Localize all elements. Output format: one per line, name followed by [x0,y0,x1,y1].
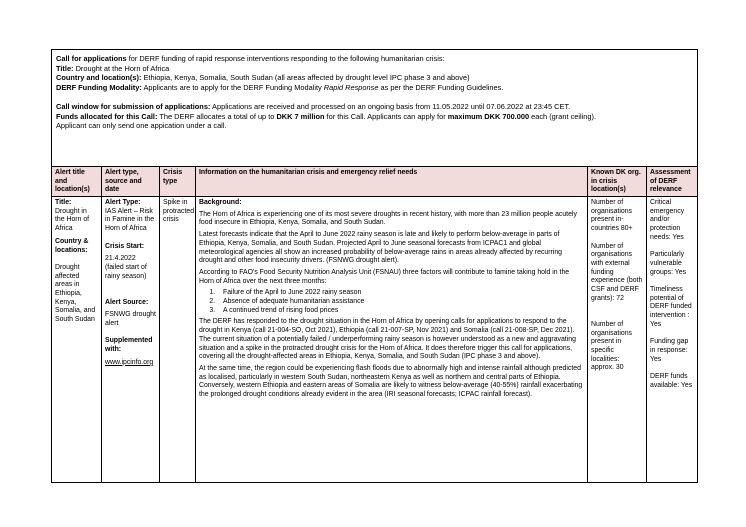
factor-list [199,289,584,315]
list-item: 3. A continued trend of rising food prices [217,307,584,316]
cell-assessment: Critical emergency and/or protection needs: Yes Particularly vulnerable groups: Yes Timeliness potential of DERF funded intervention : Yes Funding gap in response: Yes DERF funds available: Yes [650,199,693,389]
info-paragraph: Latest forecasts indicate that the April to June 2022 rainy season is late and likely to perform below-average in parts of Ethiopia, Kenya, Somalia, and South Sudan. Projected April to June seasonal forecasts from ICPAC1 and global meteorological agencies all show an increased probability of below-average rains in areas already affected by recurring drought and other food insecurity drivers. (FSNWG drought alert). [199,231,562,265]
cell-known-dk: Number of organisations present in-countries 80+ Number of organisations with external funding experience (both CSF and DERF grants): 72 Number of organisations present in specific localities: approx. 30 [588,197,647,482]
call-summary [52,50,697,167]
cell-crisis-type: Spike in protracted crisis [160,197,196,482]
list-item: 2. Absence of adequate humanitarian assistance [217,298,584,307]
list-item: 1. Failure of the April to June 2022 rainy season [217,289,584,298]
header-assessment: Assessment of DERF relevance [647,167,697,197]
header-crisis-type: Crisis type [160,167,196,197]
info-paragraph: The Horn of Africa is experiencing one of its most severe droughts in recent history, with more than 23 million people acutely food insecure in Ethiopia, Kenya, Somalia, and South Sudan. [199,210,577,227]
header-info: Information on the humanitarian crisis and emergency relief needs [196,167,588,197]
info-paragraph: At the same time, the region could be experiencing flash floods due to abnormally high and intense rainfall although predicted as localised, particularly in western South Sudan, northeastern Kenya as well as northern and central parts of Ethiopia. Conversely, western Ethiopia and eastern areas of Somalia are likely to witness below-average (40-55%) rainfall exacerbating the prolonged drought conditions already evident in the area (IRI seasonal forecasts; ICPAC rainfall forecast). [199,364,583,399]
header-known-dk: Known DK org. in crisis location(s) [588,167,647,197]
cell-alert-type: Alert Type: IAS Alert – Risk in Famine in the Horn of Africa Crisis Start: 21.4.2022 (failed start of rainy season) Alert Source: FSNWG drought alert Supplemented with: www.ipcinfo.org [102,197,160,482]
funds-line-2: Applicant can only send one appication under a call. [56,121,227,131]
call-document [51,49,698,483]
modality-line: DERF Funding Modality: Applicants are to apply for the DERF Funding Modality Rapid Response as per the DERF Funding Guidelines. [56,82,504,92]
header-alert-title: Alert title and location(s) [52,167,102,197]
header-alert-type: Alert type, source and date [102,167,160,197]
info-paragraph: The DERF has responded to the drought situation in the Horn of Africa by opening calls for applications to respond to the drought in Kenya (call 21-004-SO, Oct 2021), Ethiopia (call 21-007-SP, Nov 2021) and Somalia (call 21-008-SP, Dec 2021). The current situation of a potentially failed / underperforming rainy season is however understood as a new and aggravating situation and a spike in the protracted drought crisis for the Horn of Africa. It does therefore trigger this call for applications, covering all the drought-affected areas in Ethiopia, Kenya, Somalia, and South Sudan (IPC phase 3 and above). [199,318,576,361]
call-line: Call for applications for DERF funding of rapid response interventions responding to the following humanitarian crisis: [56,54,445,63]
funds-line: Funds allocated for this Call: The DERF allocates a total of up to DKK 7 million for this Call. Applicants can apply for maximum DKK 700.000 each (grant ceiling). [56,111,597,121]
country-line: Country and location(s): Ethiopia, Kenya, Somalia, South Sudan (all areas affected by drought level IPC phase 3 and above) [56,73,470,83]
ipcinfo-link[interactable]: www.ipcinfo.org [105,358,154,366]
info-paragraph: According to FAO's Food Security Nutrition Analysis Unit (FSNAU) three factors will contribute to famine taking hold in the Horn of Africa over the next three months: [199,268,570,285]
window-line: Call window for submission of applications: Applications are received and processed on an ongoing basis from 11.05.2022 until 07.06.2022 at 23:45 CET. [56,101,571,111]
cell-alert-title: Title: Drought in the Horn of Africa Country & locations: Drought affected areas in Ethiopia, Kenya, Somalia, and South Sudan [52,197,102,482]
title-line: Title: Drought at the Horn of Africa [56,63,170,73]
cell-info: Background: The Horn of Africa is experiencing one of its most severe droughts in recent history, with more than 23 million people acutely food insecure in Ethiopia, Kenya, Somalia, and South Sudan. Latest forecasts indicate that the April to June 2022 rainy season is late and likely to perform below-average in parts of Ethiopia, Kenya, Somalia, and South Sudan. Projected April to June seasonal forecasts from ICPAC1 and global meteorological agencies all show an increased probability of below-average rains in areas already affected by recurring drought and other food insecurity drivers. (FSNWG drought alert). According to FAO's Food Security Nutrition Analysis Unit (FSNAU) three factors will contribute to famine taking hold in the Horn of Africa over the next three months: 1. Failure of the April to June 2022 rainy season 2. Absence of adequate humanitarian assistance 3. A continued trend of rising food prices The DERF has responded to the drought situation in the Horn of Africa by opening calls for applications to respond to the drought in Kenya (call 21-004-SO, Oct 2021), Ethiopia (call 21-007-SP, Nov 2021) and Somalia (call 21-008-SP, Dec 2021). The current situation of a potentially failed / underperforming rainy season is however understood as a new and aggravating situation and a spike in the protracted drought crisis for the Horn of Africa. It does therefore trigger this call for applications, covering all the drought-affected areas in Ethiopia, Kenya, Somalia, and South Sudan (IPC phase 3 and above). At the same time, the region could be experiencing flash floods due to abnormally high and intense rainfall although predicted as localised, particularly in western South Sudan, northeastern Kenya as well as northern and central parts of Ethiopia. Conversely, western Ethiopia and eastern areas of Somalia are likely to witness below-average (40-55%) rainfall exacerbating the prolonged drought conditions already evident in the area (IRI seasonal forecasts; ICPAC rainfall forecast). [196,197,588,482]
